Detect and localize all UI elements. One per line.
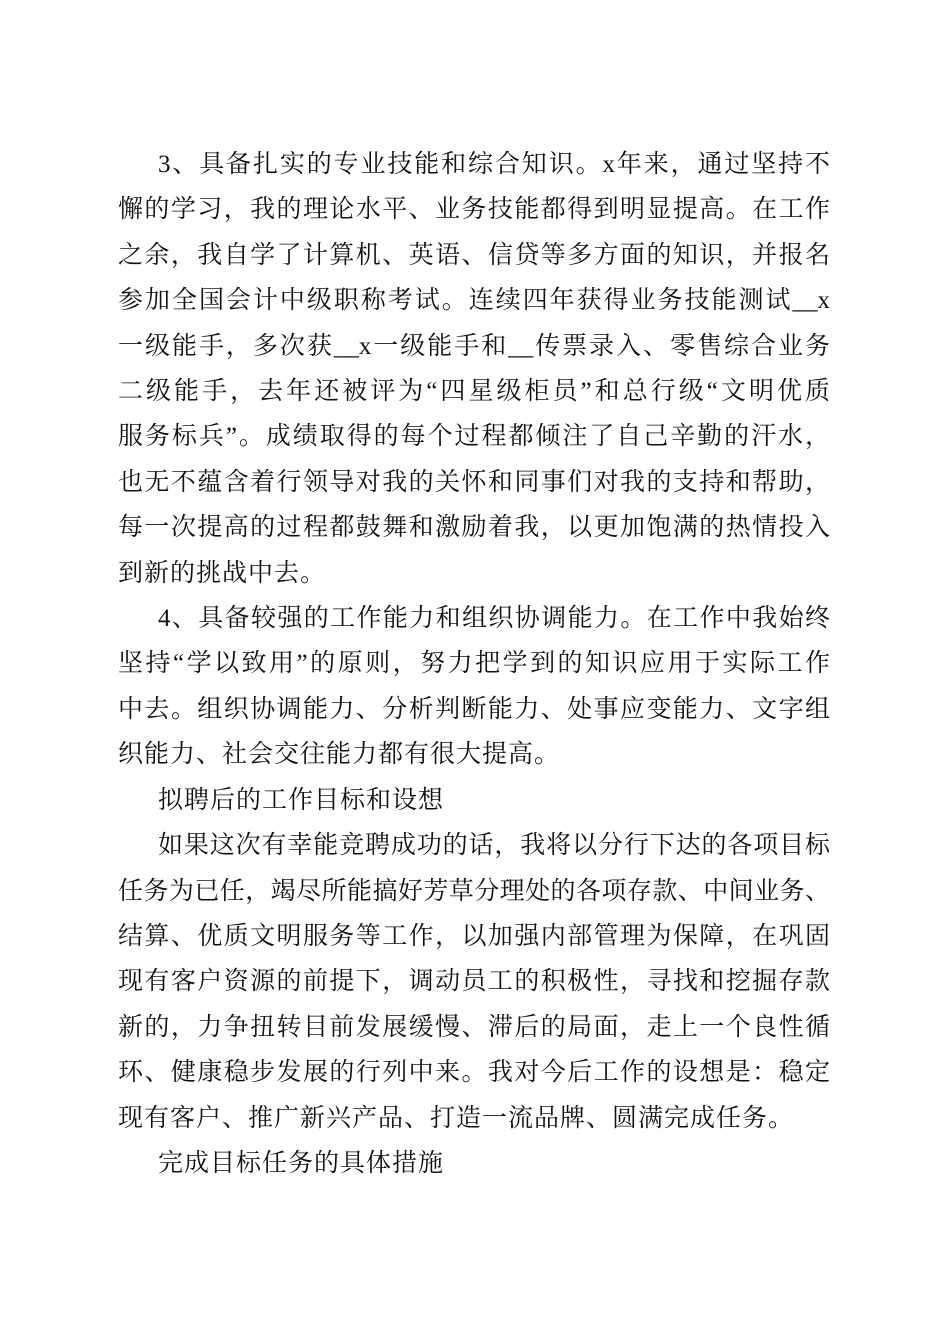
text-line: 参加全国会计中级职称考试。连续四年获得业务技能测试__x: [118, 287, 830, 315]
text-line: 织能力、社会交往能力都有很大提高。: [118, 741, 561, 769]
text-line: 中去。组织协调能力、分析判断能力、处事应变能力、文字组: [118, 695, 830, 723]
text-line: 现有客户、推广新兴产品、打造一流品牌、圆满完成任务。: [118, 1104, 795, 1132]
text-line: 新的，力争扭转目前发展缓慢、滞后的局面，走上一个良性循: [118, 1013, 830, 1041]
text-line: 环、健康稳步发展的行列中来。我对今后工作的设想是：稳定: [118, 1059, 830, 1087]
text-line: 也无不蕴含着行领导对我的关怀和同事们对我的支持和帮助，: [118, 468, 830, 496]
text-line: 任务为已任，竭尽所能搞好芳草分理处的各项存款、中间业务、: [118, 877, 830, 905]
text-line: 二级能手，去年还被评为“四星级柜员”和总行级“文明优质: [118, 378, 830, 406]
text-line: 懈的学习，我的理论水平、业务技能都得到明显提高。在工作: [118, 196, 830, 224]
text-line: 坚持“学以致用”的原则，努力把学到的知识应用于实际工作: [118, 650, 830, 678]
text-line: 4、具备较强的工作能力和组织协调能力。在工作中我始终: [158, 605, 830, 633]
text-line: 如果这次有幸能竞聘成功的话，我将以分行下达的各项目标: [158, 832, 830, 860]
text-line: 一级能手，多次获__x一级能手和__传票录入、零售综合业务: [118, 332, 830, 360]
text-line: 结算、优质文明服务等工作，以加强内部管理为保障，在巩固: [118, 922, 830, 950]
text-line: 服务标兵”。成绩取得的每个过程都倾注了自己辛勤的汗水，: [118, 423, 830, 451]
text-line: 完成目标任务的具体措施: [158, 1149, 445, 1177]
text-line: 3、具备扎实的专业技能和综合知识。x年来，通过坚持不: [158, 151, 830, 178]
text-line: 现有客户资源的前提下，调动员工的积极性，寻找和挖掘存款: [118, 968, 830, 996]
text-line: 到新的挑战中去。: [118, 559, 327, 587]
text-line: 之余，我自学了计算机、英语、信贷等多方面的知识，并报名: [118, 241, 830, 269]
text-line: 每一次提高的过程都鼓舞和激励着我，以更加饱满的热情投入: [118, 514, 830, 542]
text-line: 拟聘后的工作目标和设想: [158, 786, 445, 814]
